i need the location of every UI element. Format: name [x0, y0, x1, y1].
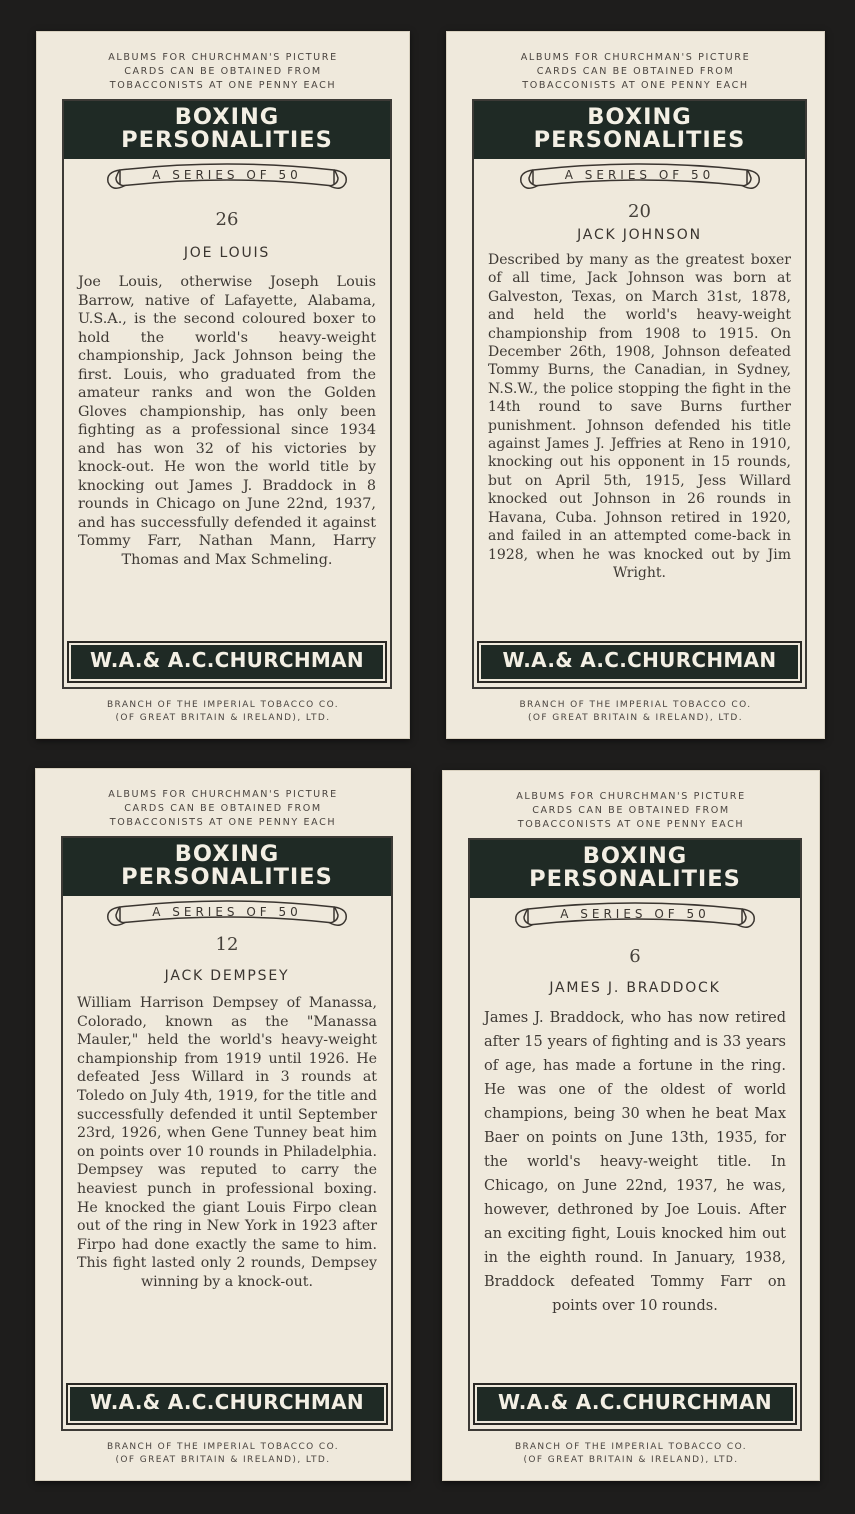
- albums-notice-line: ALBUMS FOR CHURCHMAN'S PICTURE: [520, 52, 751, 63]
- card-joe-louis: [36, 31, 410, 739]
- series-title-banner: [474, 101, 805, 159]
- company-notice: [53, 1441, 393, 1467]
- company-notice-line: BRANCH OF THE IMPERIAL TOBACCO CO.: [106, 700, 339, 710]
- albums-notice-line: ALBUMS FOR CHURCHMAN'S PICTURE: [108, 52, 338, 63]
- series-title-line1: BOXING: [174, 104, 280, 130]
- maker-box: [67, 641, 387, 683]
- card-frame: [61, 836, 393, 1431]
- series-count-label: A SERIES OF 50: [152, 168, 302, 182]
- series-title-line2: PERSONALITIES: [121, 127, 333, 153]
- series-title-line1: BOXING: [582, 843, 688, 869]
- series-count-label: A SERIES OF 50: [152, 905, 302, 919]
- boxer-biography: William Harrison Dempsey of Manassa, Colorado, known as the "Manassa Mauler," held the world's heavy-weight championship from 1919 until 1926. He defeated Jess Willard in 3 rounds at Toledo on July 4th, 1919, for the title and successfully defended it until September 23rd, 1926, when Gene Tunney beat him on points over 10 rounds in Philadelphia. Dempsey was reputed to carry the heaviest punch in professional boxing. He knocked the giant Louis Firpo clean out of the ring in New York in 1923 after Firpo had done exactly the same to him. This fight lasted only 2 rounds, Dempsey winning by a knock-out.: [77, 995, 377, 1290]
- card-number: 26: [215, 209, 239, 230]
- boxer-name: JACK DEMPSEY: [164, 968, 290, 984]
- series-title-line1: BOXING: [587, 104, 692, 130]
- company-notice: [54, 699, 392, 725]
- company-notice: [460, 1441, 802, 1467]
- boxer-biography: Described by many as the greatest boxer of all time, Jack Johnson was born at Galveston, Texas, on March 31st, 1878, and held the world's heavy-weight championship from 1908 to 1915. On December 26th, 1908, Johnson defeated Tommy Burns, the Canadian, in Sydney, N.S.W., the police stopping the fight in the 14th round to save Burns further punishment. Johnson defended his title against James J. Jeffries at Reno in 1910, knocking out his opponent in 15 rounds, but on April 5th, 1915, Jess Willard knocked out Johnson in 26 rounds in Havana, Cuba. Johnson retired in 1920, and failed in an attempted come-back in 1928, when he was knocked out by Jim Wright.: [488, 252, 791, 581]
- card-number: 12: [215, 934, 239, 955]
- card-number: 6: [629, 946, 641, 967]
- albums-notice-line: TOBACCONISTS AT ONE PENNY EACH: [109, 80, 337, 91]
- card-frame: [62, 99, 392, 689]
- company-notice-line: BRANCH OF THE IMPERIAL TOBACCO CO.: [106, 1442, 339, 1452]
- card-jack-johnson: [446, 31, 825, 739]
- maker-name: W.A.& A.C.CHURCHMAN: [481, 645, 798, 679]
- series-title-line1: BOXING: [174, 841, 280, 867]
- company-notice-line: BRANCH OF THE IMPERIAL TOBACCO CO.: [519, 700, 752, 710]
- series-title-line2: PERSONALITIES: [529, 866, 741, 892]
- albums-notice: [54, 51, 392, 93]
- series-title-banner: [470, 840, 800, 898]
- card-number: 20: [628, 201, 651, 222]
- company-notice-line: BRANCH OF THE IMPERIAL TOBACCO CO.: [514, 1442, 747, 1452]
- boxer-name: JOE LOUIS: [183, 245, 271, 261]
- company-notice-line: (OF GREAT BRITAIN & IRELAND), LTD.: [523, 1455, 739, 1465]
- albums-notice-line: CARDS CAN BE OBTAINED FROM: [124, 803, 322, 814]
- albums-notice-line: ALBUMS FOR CHURCHMAN'S PICTURE: [516, 791, 746, 802]
- company-notice-line: (OF GREAT BRITAIN & IRELAND), LTD.: [115, 713, 331, 723]
- maker-name: W.A.& A.C.CHURCHMAN: [477, 1387, 793, 1421]
- albums-notice-line: TOBACCONISTS AT ONE PENNY EACH: [522, 80, 749, 91]
- series-count-label: A SERIES OF 50: [564, 168, 715, 182]
- company-notice: [464, 699, 807, 725]
- series-title-line2: PERSONALITIES: [533, 127, 746, 153]
- maker-name: W.A.& A.C.CHURCHMAN: [71, 645, 383, 679]
- albums-notice-line: CARDS CAN BE OBTAINED FROM: [532, 805, 730, 816]
- albums-notice-line: TOBACCONISTS AT ONE PENNY EACH: [109, 817, 337, 828]
- maker-box: [66, 1383, 388, 1425]
- series-count-label: A SERIES OF 50: [560, 907, 710, 921]
- series-ribbon: [102, 160, 352, 198]
- card-frame: [472, 99, 807, 689]
- albums-notice-line: TOBACCONISTS AT ONE PENNY EACH: [517, 819, 745, 830]
- card-jack-dempsey: [35, 768, 411, 1481]
- boxer-name: JAMES J. BRADDOCK: [549, 980, 721, 996]
- series-ribbon: [510, 899, 760, 937]
- albums-notice: [464, 51, 807, 93]
- company-notice-line: (OF GREAT BRITAIN & IRELAND), LTD.: [115, 1455, 331, 1465]
- boxer-name: JACK JOHNSON: [577, 227, 702, 243]
- boxer-biography: Joe Louis, otherwise Joseph Louis Barrow, native of Lafayette, Alabama, U.S.A., is the second coloured boxer to hold the world's heavy-weight championship, Jack Johnson being the first. Louis, who graduated from the amateur ranks and won the Golden Gloves championship, has only been fighting as a professional since 1934 and has won 32 of his victories by knock-out. He won the world title by knocking out James J. Braddock in 8 rounds in Chicago on June 22nd, 1937, and has successfully defended it against Tommy Farr, Nathan Mann, Harry Thomas and Max Schmeling.: [78, 274, 376, 568]
- maker-name: W.A.& A.C.CHURCHMAN: [70, 1387, 384, 1421]
- series-ribbon: [515, 160, 765, 198]
- series-ribbon: [102, 897, 352, 935]
- maker-box: [477, 641, 802, 683]
- series-title-banner: [63, 838, 391, 896]
- maker-box: [473, 1383, 797, 1425]
- series-title-banner: [64, 101, 390, 159]
- series-title-line2: PERSONALITIES: [121, 864, 333, 890]
- card-james-j-braddock: [442, 770, 820, 1481]
- albums-notice-line: ALBUMS FOR CHURCHMAN'S PICTURE: [108, 789, 338, 800]
- company-notice-line: (OF GREAT BRITAIN & IRELAND), LTD.: [527, 713, 744, 723]
- albums-notice-line: CARDS CAN BE OBTAINED FROM: [124, 66, 322, 77]
- albums-notice-line: CARDS CAN BE OBTAINED FROM: [536, 66, 735, 77]
- boxer-biography: James J. Braddock, who has now retired after 15 years of fighting and is 33 years of age, has made a fortune in the ring. He was one of the oldest of world champions, being 30 when he beat Max Baer on points on June 13th, 1935, for the world's heavy-weight title. In Chicago, on June 22nd, 1937, he was, however, dethroned by Joe Louis. After an exciting fight, Louis knocked him out in the eighth round. In January, 1938, Braddock defeated Tommy Farr on points over 10 rounds.: [484, 1010, 786, 1314]
- albums-notice: [460, 790, 802, 832]
- albums-notice: [53, 788, 393, 830]
- card-frame: [468, 838, 802, 1431]
